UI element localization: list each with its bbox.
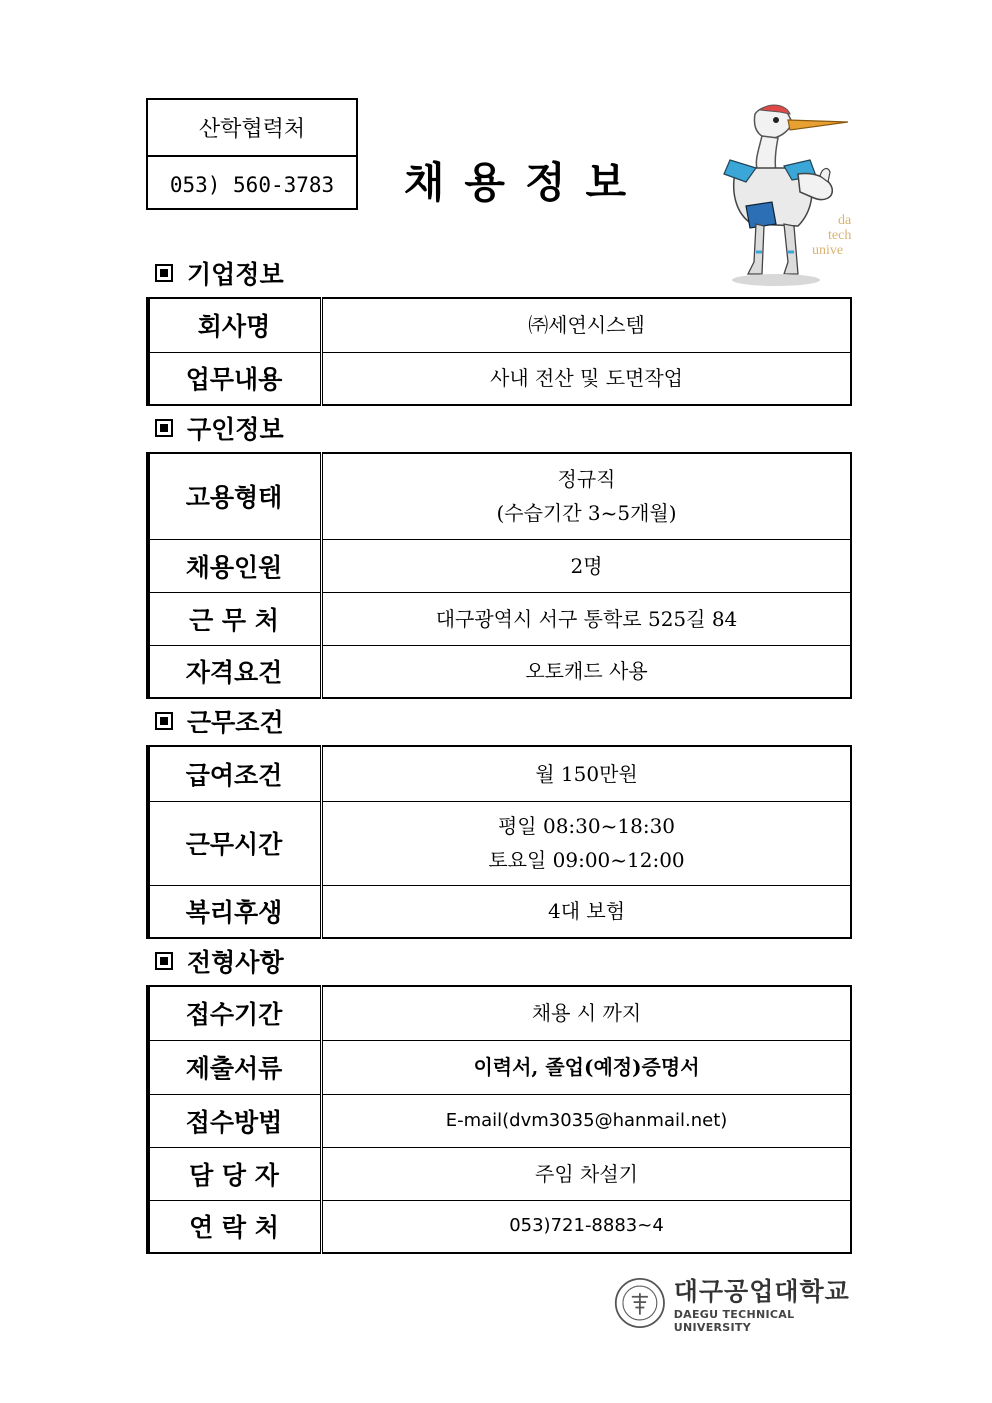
- value-line: 정규직: [557, 467, 616, 492]
- row-value: 사내 전산 및 도면작업: [322, 352, 852, 405]
- row-label: 근무시간: [147, 801, 322, 885]
- row-label: 자격요건: [147, 645, 322, 698]
- value-line: (수습기간 3~5개월): [496, 501, 677, 526]
- selection-table: [146, 985, 852, 1254]
- university-name-english: DAEGU TECHNICAL UNIVERSITY: [673, 1308, 795, 1334]
- table-row: [147, 592, 851, 645]
- square-bullet-icon: [155, 712, 173, 730]
- row-value: 4대 보험: [322, 885, 852, 938]
- table-row: [147, 1147, 851, 1200]
- row-value: 대구광역시 서구 통학로 525길 84: [322, 592, 852, 645]
- contact-phone: 053) 560-3783: [169, 172, 335, 197]
- row-label: 제출서류: [147, 1040, 322, 1094]
- row-value: 이력서, 졸업(예정)증명서: [322, 1040, 852, 1094]
- mascot-illustration: [700, 102, 860, 292]
- row-label: 회사명: [147, 298, 322, 352]
- square-bullet-icon: [155, 264, 173, 282]
- row-label: 접수기간: [147, 986, 322, 1040]
- university-logo: [614, 1270, 854, 1336]
- table-row: [147, 352, 851, 405]
- table-row: [147, 986, 851, 1040]
- table-row: [147, 453, 851, 539]
- section-heading-label: 구인정보: [187, 415, 284, 444]
- row-label: 채용인원: [147, 539, 322, 592]
- mascot-text-1: da: [838, 213, 852, 228]
- row-label: 담 당 자: [147, 1147, 322, 1200]
- row-value: 2명: [322, 539, 852, 592]
- recruit-info-table: [146, 452, 852, 699]
- table-row: [147, 1094, 851, 1147]
- row-label: 접수방법: [147, 1094, 322, 1147]
- value-line: 토요일 09:00~12:00: [488, 848, 685, 872]
- section-heading-recruit: [155, 411, 284, 445]
- square-bullet-icon: [155, 952, 173, 970]
- table-row: [147, 298, 851, 352]
- row-label: 복리후생: [147, 885, 322, 938]
- company-info-table: [146, 297, 852, 406]
- row-value: 월 150만원: [322, 746, 852, 801]
- conditions-table: [146, 745, 852, 939]
- table-row: [147, 801, 851, 885]
- square-bullet-icon: [155, 419, 173, 437]
- section-heading-selection: [155, 944, 284, 978]
- row-value: 주임 차설기: [322, 1147, 852, 1200]
- row-value: 채용 시 까지: [322, 986, 852, 1040]
- section-heading-label: 근무조건: [187, 708, 284, 737]
- row-label: 고용형태: [147, 453, 322, 539]
- value-line: 평일 08:30~18:30: [497, 814, 676, 838]
- row-value: 오토캐드 사용: [322, 645, 852, 698]
- mascot-text-3: unive: [812, 243, 844, 258]
- table-row: [147, 746, 851, 801]
- section-heading-label: 전형사항: [187, 948, 284, 977]
- row-value: [322, 453, 852, 539]
- row-value: ㈜세연시스템: [322, 298, 852, 352]
- table-row: [147, 539, 851, 592]
- section-heading-label: 기업정보: [187, 260, 284, 289]
- table-row: [147, 1040, 851, 1094]
- contact-box: [146, 98, 358, 210]
- row-value: [322, 801, 852, 885]
- contact-label: 산학협력처: [148, 100, 356, 157]
- university-seal-icon: [614, 1274, 666, 1332]
- table-row: [147, 885, 851, 938]
- row-label: 근 무 처: [147, 592, 322, 645]
- row-value: 053)721-8883~4: [322, 1200, 852, 1253]
- row-label: 업무내용: [147, 352, 322, 405]
- row-label: 연 락 처: [147, 1200, 322, 1253]
- row-label: 급여조건: [147, 746, 322, 801]
- university-name-korean: 대구공업대학교: [673, 1277, 850, 1306]
- table-row: [147, 1200, 851, 1253]
- page-title: 채용정보: [403, 158, 647, 207]
- section-heading-company: [155, 256, 284, 290]
- mascot-text-2: tech: [828, 228, 852, 243]
- section-heading-conditions: [155, 704, 284, 738]
- table-row: [147, 645, 851, 698]
- row-value: E-mail(dvm3035@hanmail.net): [322, 1094, 852, 1147]
